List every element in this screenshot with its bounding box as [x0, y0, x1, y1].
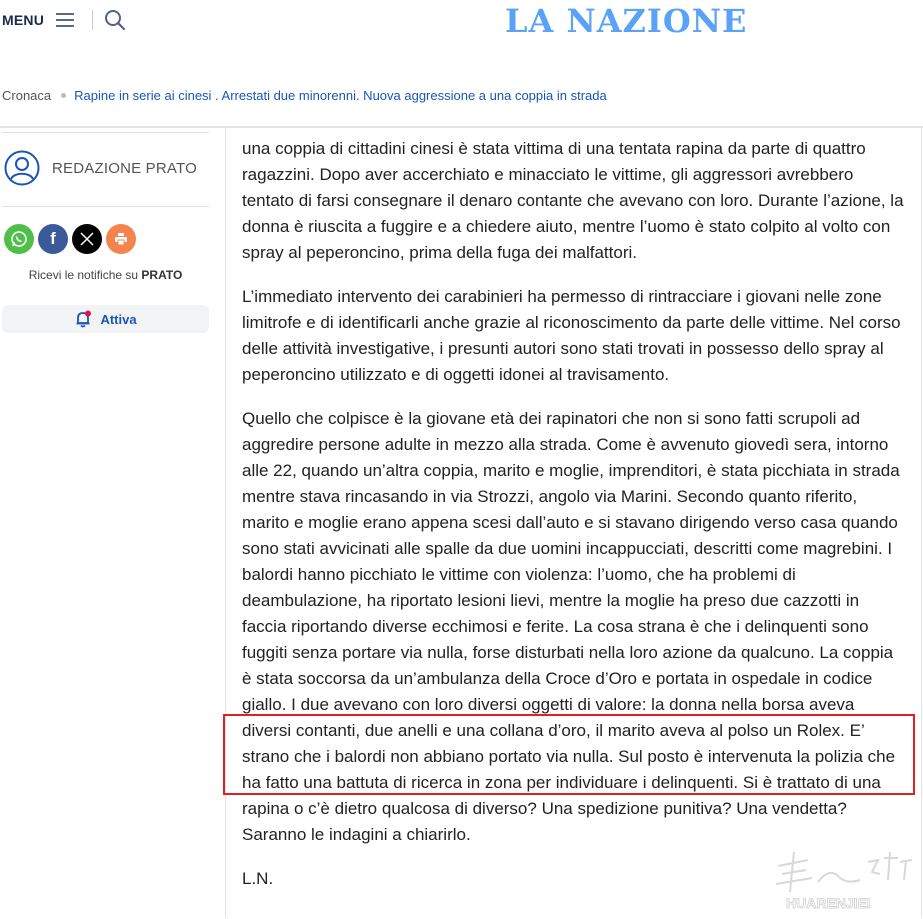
site-logo[interactable]: LA NAZIONE: [505, 2, 748, 40]
hamburger-icon[interactable]: [56, 13, 74, 27]
share-buttons: [4, 224, 136, 254]
whatsapp-icon: [10, 230, 28, 248]
breadcrumb: [2, 88, 607, 103]
watermark-logo: [768, 848, 918, 914]
breadcrumb-separator: [61, 93, 66, 98]
divider: [921, 128, 922, 918]
article-paragraph: una coppia di cittadini cinesi è stata vittima di una tentata rapina da parte di quattro ragazzini. Dopo aver accerchiato e minacciato le vittime, gli aggressori avrebbero tentato di farsi consegnare il denaro contante che avevano con loro. Durante l’azione, la donna è riuscita a fuggire e a chiedere aiuto, mentre l’uomo è stato colpito al volto con spray al peperoncino, prima della fuga dei malfattori.: [242, 139, 904, 262]
bell-icon: [74, 310, 92, 328]
notify-topic: PRATO: [141, 268, 183, 282]
site-header: [0, 0, 923, 60]
menu-label[interactable]: MENU: [2, 12, 45, 28]
x-icon: [80, 232, 94, 246]
svg-text:HUARENJIEI: HUARENJIEI: [786, 895, 871, 911]
article-paragraph: L’immediato intervento dei carabinieri ha permesso di rintracciare i giovani nelle zone limitrofe e di identificarli anche grazie al riconoscimento da parte delle vittime. Nel corso delle attività investigative, i presunti autori sono stati trovati in possesso dello spray al peperoncino utilizzato e di oggetti idonei al travisamento.: [242, 287, 901, 384]
article-signature: L.N.: [242, 869, 274, 888]
divider: [2, 132, 209, 133]
x-share-button[interactable]: [72, 224, 102, 254]
notify-text: Ricevi le notifiche su: [28, 268, 142, 282]
print-icon: [114, 232, 128, 246]
highlight-box: [223, 714, 915, 795]
breadcrumb-article-title[interactable]: Rapine in serie ai cinesi . Arrestati due minorenni. Nuova aggressione a una coppia in strada: [74, 88, 607, 103]
facebook-icon: f: [50, 229, 56, 248]
article-paragraph: Quello che colpisce è la giovane età dei rapinatori che non si sono fatti scrupoli ad aggredire persone adulte in mezzo alla strada. Come è avvenuto giovedì sera, intorno alle 22, quando un’altra coppia, marito e moglie, imprenditori, è stata picchiata in strada mentre stava rincasando in via Strozzi, angolo via Marini. Secondo quanto riferito, marito e moglie erano appena scesi dall’auto e si stavano dirigendo verso casa quando sono stati avvicinati alle spalle da due uomini incappucciati, descritti come magrebini. I balordi hanno picchiato le vittime con violenza: l’uomo, che ha problemi di deambulazione, ha riportato lesioni lievi, mentre la moglie ha preso due cazzotti in faccia riportando diverse ecchimosi e ferite. La cosa strana è che i delinquenti sono fuggiti senza portare via nulla, forse disturbati nella loro azione da qualcuno. La coppia è stata soccorsa da un’ambulanza della Croce d’Oro e portata in ospedale in codice giallo. I due avevano con loro diversi oggetti di valore: la donna nella borsa aveva diversi contanti, due anelli e una collana d’oro, il marito aveva al polso un Rolex. E’ strano che i balordi non abbiano portato via nulla. Sul posto è intervenuta la polizia che ha fatto una battuta di ricerca in zona per individuare i delinquenti. Si è trattato di una rapina o c’è dietro qualcosa di diverso? Una spedizione punitiva? Una vendetta? Saranno le indagini a chiarirlo.: [242, 409, 900, 844]
divider: [225, 128, 226, 918]
divider: [2, 206, 209, 207]
search-icon[interactable]: [104, 9, 126, 31]
user-icon: [4, 150, 40, 186]
notification-prompt: [2, 268, 209, 282]
divider: [92, 10, 93, 30]
breadcrumb-cronaca[interactable]: Cronaca: [2, 88, 52, 103]
print-button[interactable]: [106, 224, 136, 254]
author-name[interactable]: REDAZIONE PRATO: [52, 160, 197, 177]
whatsapp-share-button[interactable]: [4, 224, 34, 254]
facebook-share-button[interactable]: [38, 224, 68, 254]
activate-notifications-button[interactable]: [2, 305, 209, 333]
activate-label: Attiva: [100, 311, 137, 327]
